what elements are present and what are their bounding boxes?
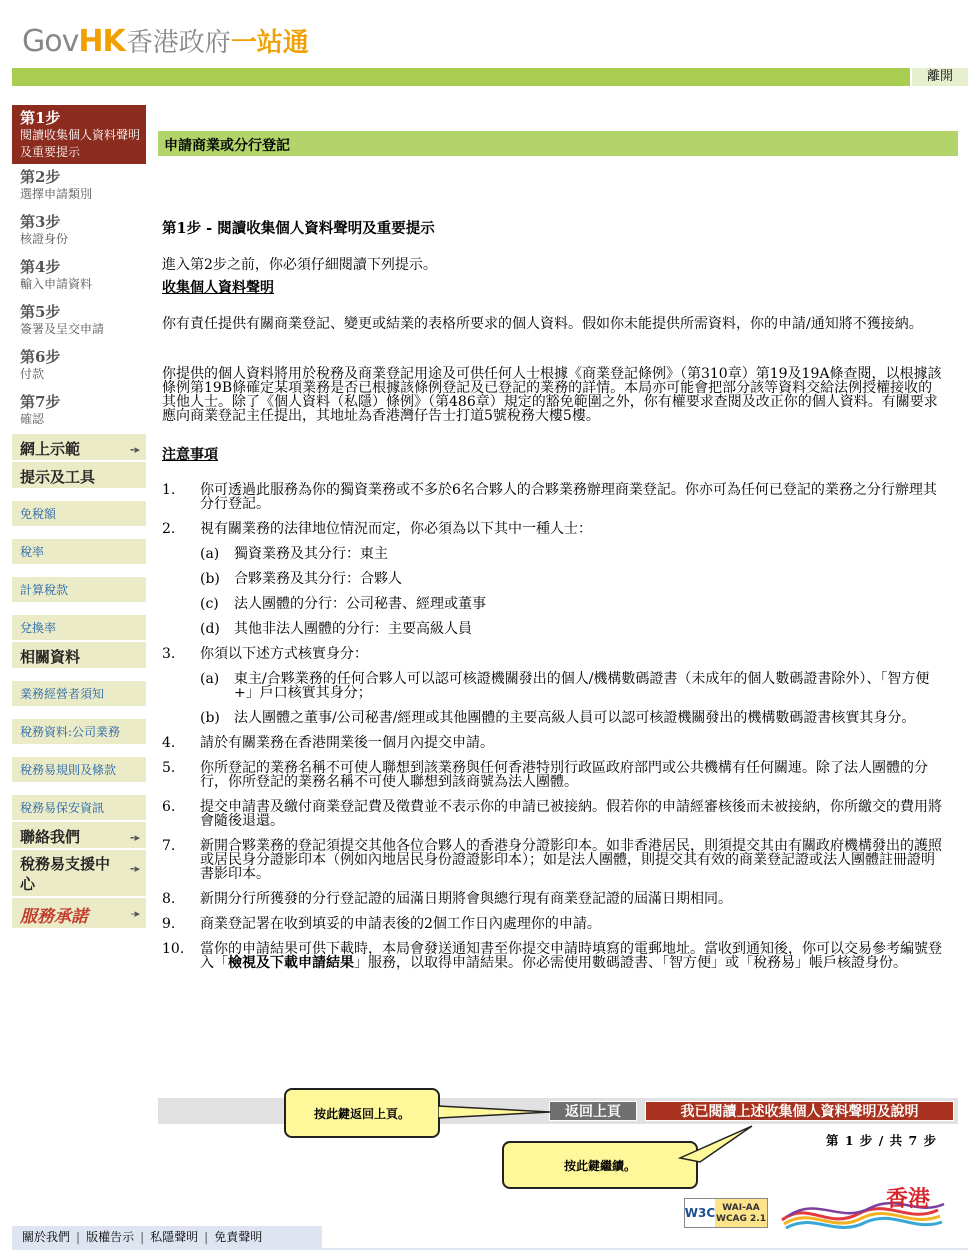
sidebar-link-tax-calc[interactable]: 計算稅款 — [12, 577, 146, 604]
pics-paragraph-1: 你有責任提供有關商業登記、變更或結業的表格所要求的個人資料。假如你未能提供所需資料，你的申請/通知將不獲接納。 — [162, 316, 923, 332]
step-desc: 確認 — [20, 412, 45, 426]
arrow-icon: -▸ — [129, 831, 140, 844]
sidebar-step-3 — [12, 209, 146, 254]
top-bar — [12, 68, 968, 86]
footer-link-disclaimer[interactable]: 免責聲明 — [214, 1230, 263, 1244]
sidebar-step-7 — [12, 389, 146, 434]
logo-cn: 香港政府 — [126, 28, 231, 58]
tips-heading-label: 提示及工具 — [20, 468, 96, 486]
step-heading: 第1步 - 閱讀收集個人資料聲明及重要提示 — [162, 220, 435, 237]
page-title: 申請商業或分行登記 — [164, 138, 290, 154]
item-number: 6. — [162, 799, 176, 815]
brand-hong-kong-text: 香港 — [886, 1187, 931, 1212]
sidebar-tips-heading — [12, 462, 146, 490]
item10-post: 」服務，以取得申請結果。你必需使用數碼證書、「智方便」或「稅務易」帳戶核證身份。 — [354, 955, 907, 971]
step-title: 第2步 — [20, 168, 61, 186]
callout-pointer-next — [676, 1124, 756, 1164]
w3c-logo: W3C — [685, 1199, 715, 1227]
online-demo-label: 網上示範 — [20, 440, 81, 458]
wcag-label: WCAG 2.1 — [716, 1214, 766, 1224]
item-text: 新開合夥業務的登記須提交其他各位合夥人的香港身分證影印本。如非香港居民，則須提交其由有關政府機構發出的護照或居民身分證影印本（例如內地居民身份證證影印本）；如是法人團體，則提交其有效的商業登記證或法人團體註冊證明書影印本。 — [200, 838, 942, 882]
sub-item — [200, 547, 942, 561]
list-item — [162, 647, 942, 725]
footer-line — [12, 1248, 968, 1250]
logo-gov: Gov — [22, 24, 79, 59]
item-number: 7. — [162, 838, 176, 854]
sidebar-step-1 — [12, 105, 146, 164]
list-item — [162, 761, 942, 789]
step-desc: 選擇申請類別 — [20, 187, 93, 201]
item-text: 你須以下述方式核實身分： — [200, 646, 368, 662]
item-text: 提交申請書及繳付商業登記費及徵費並不表示你的申請已被接納。假若你的申請經審核後而未被接納，你所繳交的費用將會隨後退還。 — [200, 799, 942, 829]
list-item — [162, 483, 942, 511]
support-label: 稅務易支援中心 — [20, 855, 111, 893]
list-item — [162, 917, 942, 931]
sidebar-link-security[interactable]: 稅務易保安資訊 — [12, 795, 146, 822]
list-item — [162, 892, 942, 906]
sidebar-related-heading — [12, 642, 146, 670]
item-number: 9. — [162, 916, 176, 932]
item10-pre: 當你的申請結果可供下載時，本局會發送通知書至你提交申請時填寫的電郵地址。當收到通知後，你可以交易參考編號登入「 — [200, 941, 942, 971]
list-item — [162, 736, 942, 750]
govhk-logo[interactable] — [22, 22, 309, 59]
related-heading-label: 相關資料 — [20, 648, 81, 666]
service-pledge-label: 服務承諾 — [20, 907, 88, 927]
item-text: 你所登記的業務名稱不可使人聯想到該業務與任何香港特別行政區政府部門或公共機構有任何關連。除了法人團體的分行，你所登記的業務名稱不可使人聯想到該商號為法人團體。 — [200, 760, 928, 790]
sidebar-step-2 — [12, 164, 146, 209]
notes-heading: 注意事項 — [162, 447, 218, 463]
sidebar-step-5 — [12, 299, 146, 344]
list-item — [162, 942, 942, 970]
pics-heading: 收集個人資料聲明 — [162, 280, 274, 296]
step-title: 第5步 — [20, 303, 61, 321]
step-title: 第3步 — [20, 213, 61, 231]
sub-item-label: (d) — [200, 621, 220, 637]
sub-item — [200, 622, 942, 636]
item-number: 5. — [162, 760, 176, 776]
sidebar-service-pledge[interactable] — [12, 898, 146, 930]
step-title: 第6步 — [20, 348, 61, 366]
sidebar-step-6 — [12, 344, 146, 389]
sub-item-text: 合夥業務及其分行：合夥人 — [234, 571, 402, 587]
list-item — [162, 839, 942, 881]
page-title-bar — [158, 131, 958, 156]
footer-link-privacy[interactable]: 私隱聲明 — [150, 1230, 199, 1244]
arrow-icon: -▸ — [130, 907, 140, 920]
sidebar-link-operators[interactable]: 業務經營者須知 — [12, 681, 146, 708]
sub-item-text: 東主/合夥業務的任何合夥人可以認可核證機關發出的個人/機構數碼證書（未成年的個人數碼證書除外）、「智方便+」戶口核實其身分； — [234, 671, 930, 701]
sub-item-label: (a) — [200, 546, 220, 562]
back-button[interactable]: 返回上頁 — [549, 1101, 637, 1121]
wai-label: WAI-AA — [722, 1203, 760, 1213]
sub-item — [200, 572, 942, 586]
step-desc: 核證身份 — [20, 232, 69, 246]
step-desc: 簽署及呈交申請 — [20, 322, 105, 336]
logout-button[interactable]: 離開 — [910, 68, 968, 86]
footer-link-copyright[interactable]: 版權告示 — [86, 1230, 135, 1244]
sub-item-text: 其他非法人團體的分行：主要高級人員 — [234, 621, 472, 637]
sidebar-link-allowances[interactable]: 免稅額 — [12, 501, 146, 528]
item-number: 10. — [162, 941, 185, 957]
main-content — [162, 221, 942, 981]
back-hint-text: 按此鍵返回上頁。 — [313, 1106, 410, 1121]
step-title: 第1步 — [20, 109, 61, 127]
item-text: 商業登記署在收到填妥的申請表後的2個工作日內處理你的申請。 — [200, 916, 601, 932]
page-indicator: 第 1 步 / 共 7 步 — [826, 1133, 938, 1148]
arrow-icon: -▸ — [129, 862, 140, 875]
callout-pointer-back — [438, 1104, 552, 1120]
step-desc: 閱讀收集個人資料聲明及重要提示 — [20, 128, 141, 159]
item-text: 新開分行所獲發的分行登記證的屆滿日期將會與總行現有商業登記證的屆滿日期相同。 — [200, 891, 732, 907]
sub-item — [200, 597, 942, 611]
sub-item-label: (b) — [200, 571, 220, 587]
item-text: 視有關業務的法律地位情況而定，你必須為以下其中一種人士： — [200, 521, 592, 537]
step-desc: 付款 — [20, 367, 45, 381]
sidebar-link-tax-rates[interactable]: 稅率 — [12, 539, 146, 566]
contact-label: 聯絡我們 — [20, 828, 81, 846]
item-number: 8. — [162, 891, 176, 907]
sub-item — [200, 711, 942, 725]
list-item — [162, 800, 942, 828]
sidebar-online-demo[interactable] — [12, 434, 146, 462]
footer-link-about[interactable]: 關於我們 — [22, 1230, 71, 1244]
sub-item-text: 獨資業務及其分行：東主 — [234, 546, 388, 562]
step-title: 第4步 — [20, 258, 61, 276]
back-hint-callout — [284, 1088, 440, 1138]
item-number: 3. — [162, 646, 176, 662]
arrow-icon: -▸ — [129, 443, 140, 456]
sub-item-label: (c) — [200, 596, 219, 612]
intro-text: 進入第2步之前，你必須仔細閱讀下列提示。 — [162, 257, 437, 273]
sidebar-contact[interactable] — [12, 822, 146, 850]
sidebar-link-terms[interactable]: 稅務易規則及條款 — [12, 757, 146, 784]
pics-paragraph-2: 你提供的個人資料將用於稅務及商業登記用途及可供任何人士根據《商業登記條例》（第310章）第19及19A條查閱，以根據該條例第19B條確定某項業務是否已根據該條例登記及已登記的業務的詳情。本局亦可能會把部分該等資料交給法例授權接收的其他人士。除了《個人資料（私隱）條例》（第486章）規定的豁免範圍之外，你有權要求查閱及改正你的個人資料。有關要求應向商業登記主任提出，其地址為香港灣仔告士打道5號稅務大樓5樓。 — [162, 366, 942, 424]
step-title: 第7步 — [20, 393, 61, 411]
w3c-wcag-badge[interactable] — [684, 1198, 768, 1228]
item-number: 1. — [162, 482, 176, 498]
logo-cn2: 一站通 — [230, 28, 309, 58]
sub-item-text: 法人團體的分行：公司秘書、經理或董事 — [234, 596, 486, 612]
accept-continue-button[interactable]: 我已閱讀上述收集個人資料聲明及說明 — [645, 1101, 954, 1121]
sidebar-link-tax-info[interactable]: 稅務資料:公司業務 — [12, 719, 146, 746]
sub-item — [200, 672, 942, 700]
footer: 關於我們 | 版權告示 | 私隱聲明 | 免責聲明 — [12, 1226, 322, 1248]
sub-item-label: (a) — [200, 671, 220, 687]
item-number: 4. — [162, 735, 176, 751]
list-item — [162, 522, 942, 636]
sidebar-step-4 — [12, 254, 146, 299]
sidebar-support[interactable] — [12, 850, 146, 898]
sidebar — [12, 105, 146, 930]
sub-item-label: (b) — [200, 710, 220, 726]
logo-hk: HK — [78, 24, 125, 59]
notes-list — [162, 483, 942, 970]
item-text: 你可透過此服務為你的獨資業務或不多於6名合夥人的合夥業務辦理商業登記。你亦可為任何已登記的業務之分行辦理其分行登記。 — [200, 482, 937, 512]
item-text — [200, 942, 942, 970]
step-desc: 輸入申請資料 — [20, 277, 93, 291]
sub-item-text: 法人團體之董事/公司秘書/經理或其他團體的主要高級人員可以認可核證機關發出的機構數碼證書核實其身分。 — [234, 710, 916, 726]
sidebar-link-exchange[interactable]: 兌換率 — [12, 615, 146, 642]
next-hint-callout — [502, 1141, 698, 1189]
view-download-results-link[interactable]: 檢視及下載申請結果 — [228, 955, 354, 971]
item-text: 請於有關業務在香港開業後一個月內提交申請。 — [200, 735, 494, 751]
next-hint-text: 按此鍵繼續。 — [563, 1158, 636, 1173]
item-number: 2. — [162, 521, 176, 537]
